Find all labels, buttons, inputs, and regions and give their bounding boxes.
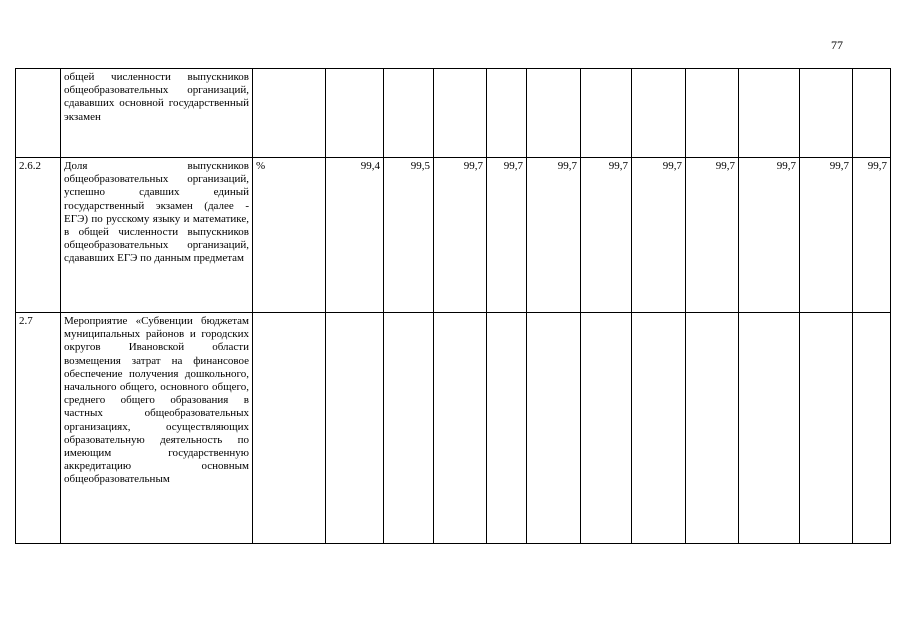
value-cell [800, 69, 853, 158]
value-cell: 99,7 [686, 158, 739, 313]
value-cell [326, 313, 384, 544]
value-cell: 99,7 [739, 158, 800, 313]
row-number-cell [16, 69, 61, 158]
value-cell [527, 313, 581, 544]
value-cell [581, 313, 632, 544]
value-cell [326, 69, 384, 158]
value-cell: 99,5 [384, 158, 434, 313]
value-cell [434, 313, 487, 544]
indicator-table [15, 68, 891, 544]
value-cell [527, 69, 581, 158]
value-cell: 99,7 [487, 158, 527, 313]
value-cell [686, 69, 739, 158]
value-cell [686, 313, 739, 544]
value-cell [800, 313, 853, 544]
value-cell: 99,7 [853, 158, 891, 313]
value-cell [384, 69, 434, 158]
unit-cell [253, 69, 326, 158]
value-cell: 99,7 [632, 158, 686, 313]
value-cell: 99,7 [527, 158, 581, 313]
value-cell [632, 313, 686, 544]
table-row [16, 69, 891, 158]
unit-cell [253, 313, 326, 544]
table-row [16, 313, 891, 544]
indicator-description-cell: Доля выпускников общеобразовательных организаций, успешно сдавших единый государственный экзамен (далее - ЕГЭ) по русскому языку и математике, в общей численности выпускников общеобразовательных организаций, сдававших ЕГЭ по данным предметам [61, 158, 253, 313]
unit-cell: % [253, 158, 326, 313]
value-cell [487, 69, 527, 158]
row-number-cell: 2.6.2 [16, 158, 61, 313]
value-cell: 99,7 [800, 158, 853, 313]
value-cell [384, 313, 434, 544]
value-cell [739, 313, 800, 544]
value-cell [853, 69, 891, 158]
table-row [16, 158, 891, 313]
value-cell: 99,7 [434, 158, 487, 313]
indicator-description-cell: Мероприятие «Субвенции бюджетам муниципальных районов и городских округов Ивановской области возмещения затрат на финансовое обеспечение получения дошкольного, начального общего, основного общего, среднего общего образования в частных общеобразовательных организациях, осуществляющих образовательную деятельность по имеющим государственную аккредитацию основным общеобразовательным [61, 313, 253, 544]
row-number-cell: 2.7 [16, 313, 61, 544]
page-number: 77 [831, 38, 843, 52]
value-cell [853, 313, 891, 544]
value-cell [434, 69, 487, 158]
value-cell [739, 69, 800, 158]
value-cell: 99,4 [326, 158, 384, 313]
value-cell [487, 313, 527, 544]
value-cell [581, 69, 632, 158]
indicator-description-cell: общей численности выпускников общеобразовательных организаций, сдававших основной государственный экзамен [61, 69, 253, 158]
value-cell: 99,7 [581, 158, 632, 313]
value-cell [632, 69, 686, 158]
